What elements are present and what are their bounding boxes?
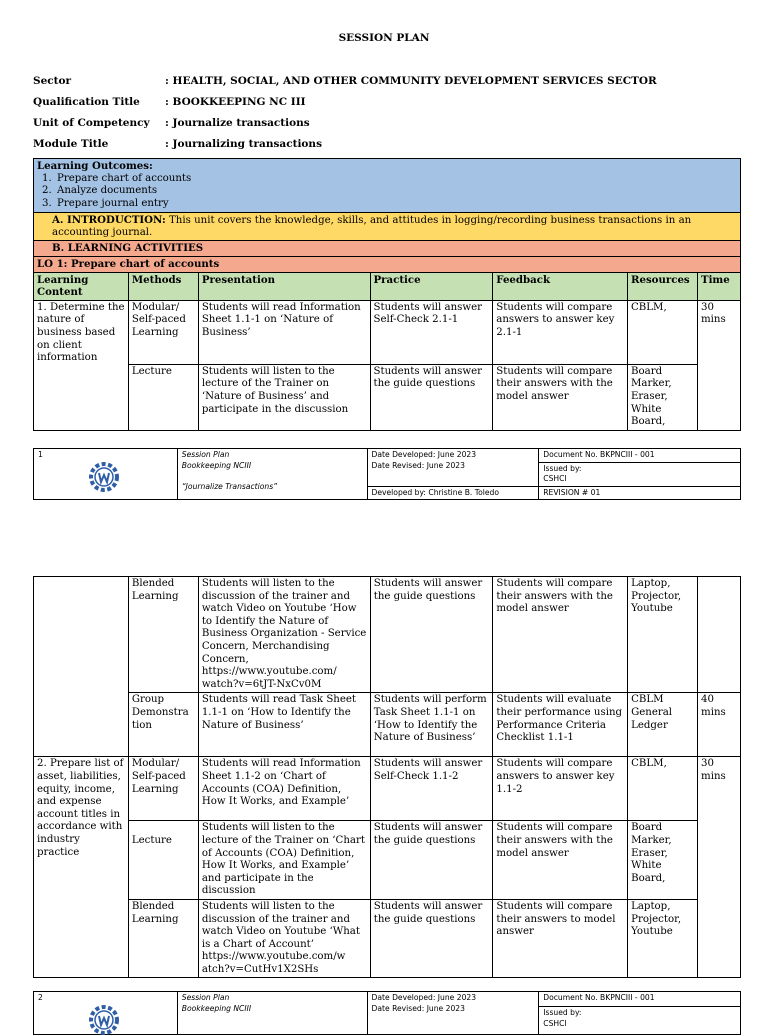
column-header: Learning Content <box>34 272 129 300</box>
issuer: CSHCI <box>543 1018 567 1028</box>
feedback-cell: Students will compare their answers to model answer <box>493 899 628 978</box>
document-number: Document No. BKPNCIII - 001 <box>539 992 741 1007</box>
learning-content-cell <box>34 577 129 757</box>
footer-title-cell <box>177 449 367 500</box>
date-developed: Date Developed: June 2023 <box>371 993 477 1002</box>
feedback-cell: Students will compare their answers with the model answer <box>493 364 628 430</box>
field-label: Unit of Competency <box>33 117 150 129</box>
practice-cell: Students will answer Self-Check 2.1-1 <box>370 300 493 364</box>
feedback-cell: Students will compare answers to answer key 1.1-2 <box>493 757 628 821</box>
methods-cell: Blended Learning <box>128 899 198 978</box>
issuer: CSHCI <box>543 474 567 483</box>
resources-cell: Laptop, Projector, Youtube <box>628 899 698 978</box>
methods-cell: Modular/ Self-paced Learning <box>128 300 198 364</box>
resources-cell: Board Marker, Eraser, White Board, <box>628 364 698 430</box>
field-label: Sector <box>33 75 72 87</box>
practice-cell: Students will answer Self-Check 1.1-2 <box>370 757 493 821</box>
learning-outcomes-row <box>34 159 741 213</box>
learning-content-cell: 2. Prepare list of asset, liabilities, equity, income, and expense account titles in accordance with industry practice <box>34 757 129 978</box>
resources-cell: Laptop, Projector, Youtube <box>628 577 698 693</box>
footer-dates-cell <box>367 449 539 487</box>
issued-label: Issued by: <box>543 463 582 473</box>
document-number: Document No. BKPNCIII - 001 <box>539 449 741 463</box>
presentation-cell: Students will read Information Sheet 1.1-2 on ‘Chart of Accounts (COA) Definition, How It Works, and Example’ <box>198 757 370 821</box>
table-row <box>34 300 741 364</box>
tesda-logo-icon <box>88 1004 120 1036</box>
introduction-text: This unit covers the knowledge, skills, and attitudes in logging/recording business transactions in an accounting journal. <box>52 215 692 239</box>
resources-cell: CBLM General Ledger <box>628 693 698 757</box>
table-row <box>34 821 741 900</box>
footer-title-cell <box>177 992 367 1035</box>
page-number: 1 <box>38 450 43 459</box>
page-number: 2 <box>38 993 43 1002</box>
presentation-cell: Students will listen to the lecture of the Trainer on ‘Nature of Business’ and participate in the discussion <box>198 364 370 430</box>
page-footer-2 <box>33 991 741 1035</box>
practice-cell: Students will answer the guide questions <box>370 364 493 430</box>
column-header: Resources <box>628 272 698 300</box>
learning-outcomes-heading: Learning Outcomes: <box>37 160 153 172</box>
methods-cell: Lecture <box>128 821 198 900</box>
date-developed: Date Developed: June 2023 <box>371 450 477 459</box>
presentation-cell: Students will read Information Sheet 1.1-1 on ‘Nature of Business’ <box>198 300 370 364</box>
date-revised: Date Revised: June 2023 <box>371 460 465 470</box>
developer: Developed by: Christine B. Toledo <box>367 486 539 500</box>
table-row <box>34 693 741 757</box>
column-header-row <box>34 272 741 300</box>
time-cell <box>698 577 741 693</box>
practice-cell: Students will perform Task Sheet 1.1-1 on ‘How to Identify the Nature of Business’ <box>370 693 493 757</box>
learning-activities-heading: B. LEARNING ACTIVITIES <box>34 241 741 257</box>
field-label: Module Title <box>33 138 109 150</box>
session-table-page1 <box>33 158 741 431</box>
resources-cell: CBLM, <box>628 757 698 821</box>
methods-cell: Modular/ Self-paced Learning <box>128 757 198 821</box>
page-footer-1 <box>33 448 741 500</box>
list-item: 2. Analyze documents <box>55 185 737 198</box>
footer-page-cell <box>34 992 178 1035</box>
feedback-cell: Students will compare their answers with the model answer <box>493 577 628 693</box>
table-row <box>34 899 741 978</box>
field-label: Qualification Title <box>33 96 140 108</box>
presentation-cell: Students will read Task Sheet 1.1-1 on ‘How to Identify the Nature of Business’ <box>198 693 370 757</box>
column-header: Presentation <box>198 272 370 300</box>
learning-outcomes-list <box>37 173 737 211</box>
practice-cell: Students will answer the guide questions <box>370 899 493 978</box>
issued-cell <box>539 462 741 486</box>
practice-cell: Students will answer the guide questions <box>370 821 493 900</box>
footer-subtitle: Bookkeeping NCIII <box>181 460 252 470</box>
presentation-cell: Students will listen to the lecture of the Trainer on ‘Chart of Accounts (COA) Definition, How It Works, and Example’ and participate in the discussion <box>198 821 370 900</box>
list-item: 1. Prepare chart of accounts <box>55 173 737 186</box>
footer-page-cell <box>34 449 178 500</box>
time-cell: 30 mins <box>698 757 741 978</box>
learning-activities-row <box>34 241 741 257</box>
presentation-cell: Students will listen to the discussion of the trainer and watch Video on Youtube ‘What is a Chart of Account’ https://www.youtube.com/w atch?v=CutHv1X2SHs <box>198 899 370 978</box>
methods-cell: Lecture <box>128 364 198 430</box>
feedback-cell: Students will compare their answers with the model answer <box>493 821 628 900</box>
footer-module: “Journalize Transactions” <box>181 482 278 491</box>
feedback-cell: Students will compare answers to answer key 2.1-1 <box>493 300 628 364</box>
column-header: Practice <box>370 272 493 300</box>
list-item: 3. Prepare journal entry <box>55 198 737 211</box>
footer-title: Session Plan <box>181 993 230 1002</box>
presentation-cell: Students will listen to the discussion of the trainer and watch Video on Youtube ‘How to Identify the Nature of Business Organization - Service Concern, Merchandising Concern, https://www.youtube.com/ watch?v=6tJT-NxCv0M <box>198 577 370 693</box>
resources-cell: Board Marker, Eraser, White Board, <box>628 821 698 900</box>
issued-cell <box>539 1007 741 1035</box>
field-value: : BOOKKEEPING NC III <box>165 96 306 108</box>
document-title: SESSION PLAN <box>338 32 430 44</box>
introduction-row <box>34 213 741 241</box>
introduction-label: A. INTRODUCTION: <box>52 214 166 227</box>
methods-cell: Group Demonstra tion <box>128 693 198 757</box>
footer-subtitle: Bookkeeping NCIII <box>181 1003 252 1013</box>
issued-label: Issued by: <box>543 1008 582 1018</box>
column-header: Feedback <box>493 272 628 300</box>
date-revised: Date Revised: June 2023 <box>371 1003 465 1013</box>
field-value: : Journalize transactions <box>165 117 310 129</box>
methods-cell: Blended Learning <box>128 577 198 693</box>
table-row <box>34 577 741 693</box>
field-value: : Journalizing transactions <box>165 138 322 150</box>
feedback-cell: Students will evaluate their performance using Performance Criteria Checklist 1.1-1 <box>493 693 628 757</box>
column-header: Time <box>697 272 740 300</box>
table-row <box>34 364 741 430</box>
table-row <box>34 757 741 821</box>
revision: REVISION # 01 <box>539 486 741 500</box>
time-cell: 40 mins <box>698 693 741 757</box>
column-header: Methods <box>128 272 198 300</box>
lo1-row <box>34 256 741 272</box>
time-cell: 30 mins <box>697 300 740 430</box>
tesda-logo-icon <box>88 461 120 493</box>
practice-cell: Students will answer the guide questions <box>370 577 493 693</box>
footer-dates-cell <box>367 992 539 1035</box>
learning-content-cell: 1. Determine the nature of business based on client information <box>34 300 129 430</box>
footer-title: Session Plan <box>181 450 230 459</box>
lo1-heading: LO 1: Prepare chart of accounts <box>34 256 741 272</box>
field-value: : HEALTH, SOCIAL, AND OTHER COMMUNITY DEVELOPMENT SERVICES SECTOR <box>165 75 657 87</box>
resources-cell: CBLM, <box>628 300 698 364</box>
session-table-page2 <box>33 576 741 978</box>
